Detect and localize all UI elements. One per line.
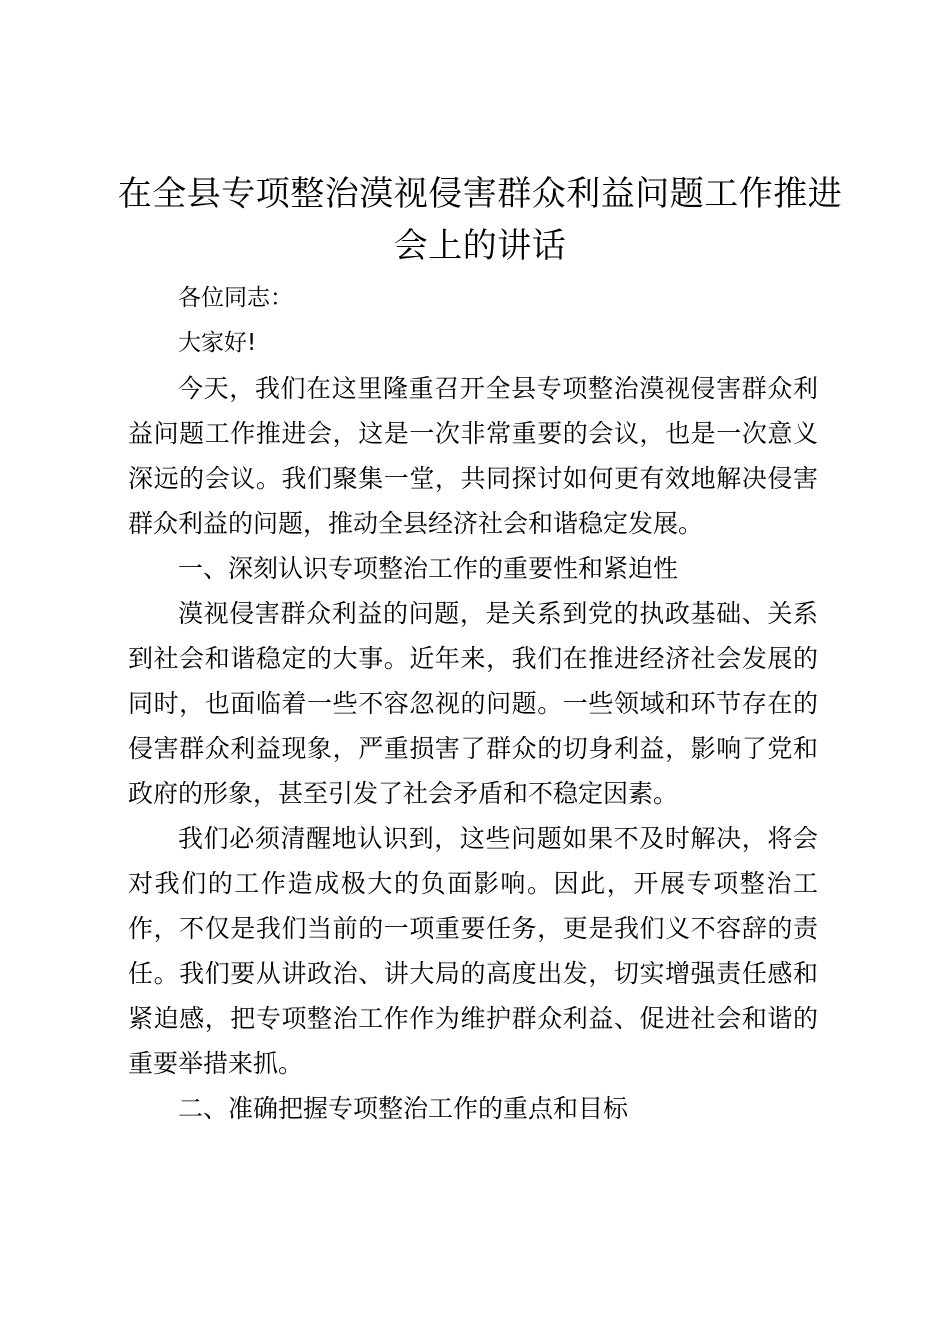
salutation: 各位同志： <box>178 285 293 311</box>
paragraph-urgency: 我们必须清醒地认识到，这些问题如果不及时解决，将会对我们的工作造成极大的负面影响。因此，开展专项整治工作，不仅是我们当前的一项重要任务，更是我们义不容辞的责任。我们要从讲政治、讲大局的高度出发，切实增强责任感和紧迫感，把专项整治工作作为维护群众利益、促进社会和谐的重要举措来抓。 <box>128 824 818 1078</box>
document-body <box>128 276 818 1131</box>
paragraph-opening: 今天，我们在这里隆重召开全县专项整治漠视侵害群众利益问题工作推进会，这是一次非常重要的会议，也是一次意义深远的会议。我们聚集一堂，共同探讨如何更有效地解决侵害群众利益的问题，推动全县经济社会和谐稳定发展。 <box>128 374 818 538</box>
document-title: 在全县专项整治漠视侵害群众利益问题工作推进会上的讲话 <box>117 174 843 266</box>
section-heading-1: 一、深刻认识专项整治工作的重要性和紧迫性 <box>178 554 679 583</box>
greeting: 大家好! <box>178 330 257 356</box>
paragraph-importance: 漠视侵害群众利益的问题，是关系到党的执政基础、关系到社会和谐稳定的大事。近年来，我们在推进经济社会发展的同时，也面临着一些不容忽视的问题。一些领域和环节存在的侵害群众利益现象，严重损害了群众的切身利益，影响了党和政府的形象，甚至引发了社会矛盾和不稳定因素。 <box>128 599 818 808</box>
section-heading-2: 二、准确把握专项整治工作的重点和目标 <box>178 1094 629 1123</box>
